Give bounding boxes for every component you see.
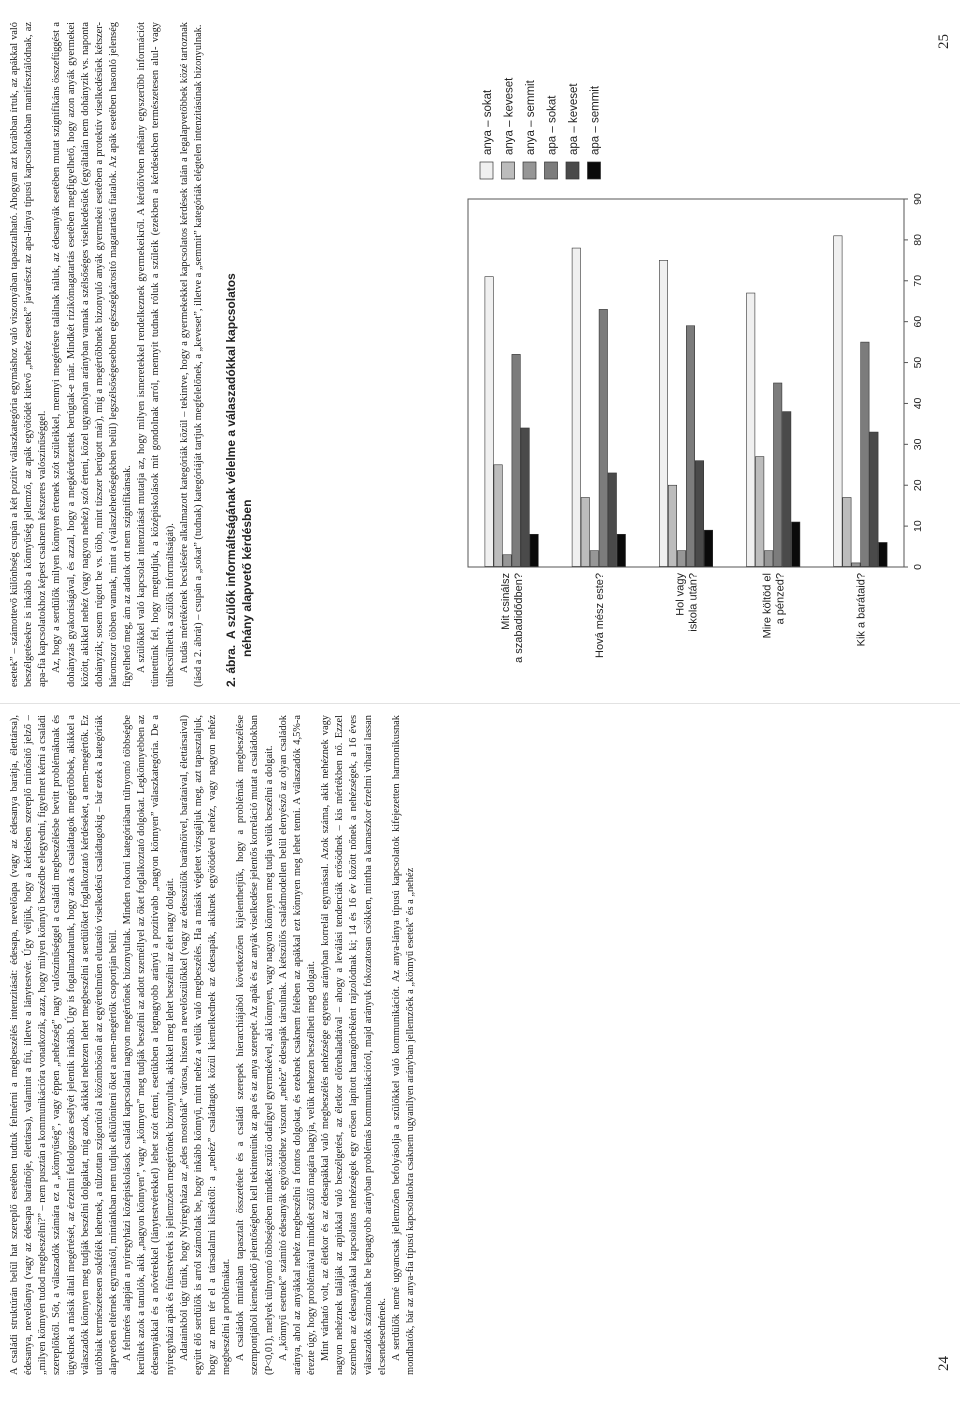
figure-chart	[460, 25, 930, 685]
page-number-right: 25	[936, 34, 952, 49]
left-page	[0, 703, 960, 1405]
bar	[530, 534, 538, 566]
left_page-paragraph: Mint várható volt, az életkor és az édesapákkal való megbeszélés nehézsége egyenes arányban korrelál egymással. Azok száma, akik nehéznek vagy nagyon nehéznek találják az apjukkal való beszélgetést, az életkor előrehaladtával – ahogy a leválási tendenciák erősödnek – kis mértékben nő. Ezzel szemben az édesanyákkal kapcsolatos nehézségek egy erősen lapított harangörbéként rajzolódnak ki; 14 és 16 év között nőnek a nehézségek, a 16 éves válaszadók számolnak be legnagyobb arányban problémás kommunikációról, majd arányuk fokozatosan csökken, mintha a kamaszkor érzelmi viharai lassan elcsendesednének.	[320, 715, 388, 1375]
legend-swatch	[502, 162, 515, 179]
left_page-paragraph: A felmérés alapján a nyíregyházi középiskolások családi kapcsolatai nagyon megértőnek bizonyultak. Minden rokoni kategóriában túlnyomó többségbe kerültek azok a tanulók, akik „nagyon könnyen”, vagy „könnyen” meg tudják beszélni az adott személlyel az őket foglalkoztató dolgokat. Legkönnyebben az édesanyákkal és a nővérekkel (lánytestvérekkel) lehet szót érteni, esetükben a legnagyobb arányú a pozitívabb „nagyon könnyen” válaszkategória. De a nyíregyházi apák és fiútestvérek is jellemzően megértőnek bizonyultak, akikkel meg lehet beszélni az élet nagy dolgait.	[122, 715, 176, 1375]
legend-label: anya – sokat	[482, 89, 494, 155]
legend-swatch	[523, 162, 536, 179]
left_page-paragraph: A családi struktúrán belül hat szereplő esetében tudtuk felmérni a megbeszélés intenzitását: édesapa, nevelőapa (vagy az édesanya barátja, élettársa), édesanya, nevelőanya (vagy az édesapa barátnője, élettársa), valamint a fiú, illetve a lánytestvér. Úgy véljük, hogy a kérdésben szereplő minősítő jelző – „milyen könnyen tudod megbeszélni?” – nem pusztán a kommunikációra vonatkozik, azaz, hogy milyen könnyű beszédbe elegyedni, figyelmet kérni a családi szereplőktől. Sőt, a válaszadók számára ez a „könnyűség”, vagy éppen „nehézség” nagy valószínűséggel a családi megbeszélésbe bevitt problémáknak és ügyeknek a másik általi megértését, az érzelmi feldolgozás esélyét jelentik inkább. Úgy is fogalmazhatunk, hogy azok a családtagok megértőbbek, akikkel a válaszadók könnyen meg tudják beszélni dolgaikat, míg azok, akikkel nehezen lehet megbeszélni a serdülőket foglalkoztató kérdéseket, a nem-megértők. Ez utóbbiak természetesen sokfélék lehetnek, a túlzottan szigorútól a közömbösön át az egyértelműen elutasító viselkedésű családtagokig – bár ezek a kategóriák alapvetően eltérnek egymástól, mintánkban nem tudjuk elkülöníteni őket a nem-megértők csoportján belül.	[9, 715, 119, 1375]
bar	[879, 542, 887, 566]
page-gutter	[0, 703, 960, 704]
bar	[834, 236, 842, 567]
legend-swatch	[480, 162, 493, 179]
bar	[494, 465, 502, 567]
bar	[704, 530, 712, 566]
legend-label: apa – keveset	[568, 83, 580, 155]
bar	[870, 432, 878, 566]
bar	[852, 563, 860, 567]
figure-number: 2. ábra.	[223, 644, 238, 687]
figure-title-line2: néhány alapvető kérdésben	[239, 499, 254, 657]
bar	[695, 461, 703, 567]
x-tick-label: 30	[912, 438, 924, 451]
x-tick-label: 60	[912, 315, 924, 328]
category-label: Hová mész este?	[593, 573, 606, 658]
bar	[843, 497, 851, 566]
left-page-text	[8, 715, 418, 1375]
x-tick-label: 50	[912, 356, 924, 369]
bar	[861, 342, 869, 566]
left_page-paragraph: Adatainkból úgy tűnik, hogy Nyíregyháza az „édes mostohák” városa, hiszen a nevelőszülőkkel (vagy az édesszülők barátnőivel, barátaival, élettársaival) együtt élő serdülők is arról számoltak be, hogy inkább könnyű, mint nehéz a velük való megbeszélés. Ha a másik végletet vizsgáljuk meg, azt tapasztaljuk, hogy az nem tér el a társadalmi kliséktől: a „nehéz” családtagok közül kiemelkednek az édesapák, akiknek egyötödével nehéz, vagy nagyon nehéz megbeszélni a problémákat.	[178, 715, 233, 1375]
x-tick-label: 10	[912, 520, 924, 532]
bar	[765, 551, 773, 567]
bar	[581, 497, 589, 566]
category-label: Hol vagyiskola után?	[674, 573, 700, 632]
right_page-paragraph: A szülőkkel való kapcsolat intenzitását mutatja az, hogy milyen ismeretekkel rendelkeznek gyermekeikről. A kérdőívben néhány egyszerűbb információt tüntettünk fel, hogy megtudjuk, a középiskolások mit gondolnak arról, mennyit tudnak róluk a szüleik (ezekben a kérdésekben természetesen alul- vagy túlbecsülhetik a szülők informáltságát).	[136, 22, 176, 687]
x-tick-label: 20	[912, 479, 924, 492]
bar	[677, 551, 685, 567]
left_page-paragraph: A „könnyű esetnek” számító édesanyák egyötödéhez viszont „nehéz” édesapák társulnak. A kétszülős családmodellen belül elenyésző az olyan családok aránya, ahol az anyákkal nehéz megbeszélni a fontos dolgokat, és ezeknek csaknem felében az apákkal ezt könnyen meg lehet tenni. A válaszadók 4,5%-a érezte úgy, hogy problémáival mindkét szülő magára hagyja, velük nehezen beszélheti meg dolgait.	[277, 715, 317, 1375]
bar	[485, 277, 493, 567]
left_page-paragraph: A családok mintában tapasztalt összetétele és a családi szerepek hierarchiájából következően kijelenthetjük, hogy a problémák megbeszélése szempontjából kiemelkedő jelentőségben kell tekintenünk az apa és az anya szerepét. Az apák és az anyák viselkedése jelentős korreláció mutat a családokban (P<0,01), melyek túlnyomó többségében mindkét szülő odafigyel gyermekével, aki könnyen, vagy nagyon könnyen meg tudja velük beszélni a dolgait.	[235, 715, 275, 1375]
bar	[783, 412, 791, 567]
legend-label: apa – sokat	[546, 95, 559, 155]
page-number-left: 24	[936, 1356, 952, 1371]
right-page-text	[8, 22, 255, 687]
category-label: Mit csinálsza szabadidődben?	[500, 573, 526, 663]
legend-label: anya – keveset	[503, 77, 516, 155]
legend-swatch	[588, 162, 601, 179]
bar	[659, 260, 667, 566]
bar	[608, 473, 616, 567]
category-label: Kik a barátaid?	[855, 573, 868, 647]
left_page-paragraph: A serdülők nemé ugyancsak jellemzően befolyásolja a szülőkkel való kommunikációt. Az anya-lánya típusú kapcsolatok kifejezetten harmonikusnak mondhatók, bár az anya-fia típusú kapcsolatokra csaknem ugyanilyen arányban jellemzőek a „könnyű esetek” és a „nehéz	[390, 715, 416, 1375]
x-tick-label: 40	[912, 397, 924, 410]
right_page-paragraph: esetek” – számottevő különbség csupán a két pozitív válaszkategória egymáshoz való viszonyában tapasztalható. Ahogyan azt korábban írtuk, az apákkal való beszélgetésekre is inkább a könnyűség jellemző, az apák egyötödét kitevő „nehéz esetek” javarészt az apa-lánya típusú kapcsolatokban manifesztálódnak, az apa-fia kapcsolatokhoz képest csaknem kétszeres valószínűséggel.	[9, 22, 49, 687]
bar	[503, 555, 511, 567]
bar	[572, 248, 580, 566]
figure-title: A szülők informáltságának vélelme a válaszadókkal kapcsolatos	[223, 273, 238, 639]
bar	[617, 534, 625, 566]
bar	[686, 326, 694, 567]
bar	[756, 457, 764, 567]
x-tick-label: 80	[912, 234, 924, 246]
legend-swatch	[566, 162, 579, 179]
figure-caption	[224, 22, 255, 687]
right_page-paragraph: Az, hogy a serdülők milyen könnyen értenek szót szüleikkel, mennyi megértésre találnak náluk, az édesanyák esetében mutat szignifikáns összefüggést a dohányzás gyakoriságával, és azzal, hogy a megkérdezettek berúgtak-e már. Mindkét rizikómagatartás esetében megfigyelhető, hogy azon anyák gyermekei között, akikkel nehéz (vagy nagyon nehéz) szót érteni, közel ugyanolyan arányban vannak a szélsőséges viselkedésűek (egyáltalán nem dohányzik vs. naponta dohányzik; sosem rúgott be vs. több, mint tízszer berúgott már), míg a megértőbbnek bizonyuló anyák gyermekei esetében a protektív viselkedésűek kétszer-háromszor többen vannak, mint a (válaszlehetőségekben belül) legszélsőségesebben egészségkárosító magatartású fiatalok. Az apák esetében hasonló jelenség figyelhető meg, ám az adatok ott nem szignifikánsak.	[51, 22, 134, 687]
bar	[590, 551, 598, 567]
right-page-paragraphs	[8, 22, 206, 687]
bar	[792, 522, 800, 566]
x-tick-label: 70	[912, 274, 924, 287]
legend-swatch	[545, 162, 558, 179]
bar	[774, 383, 782, 567]
bar	[521, 428, 529, 567]
bar	[599, 309, 607, 566]
bar	[512, 354, 520, 566]
x-tick-label: 0	[912, 564, 924, 570]
bar	[668, 485, 676, 566]
bar-chart	[460, 25, 930, 685]
bar	[747, 293, 755, 566]
right_page-paragraph: A tudás mértékének becslésére alkalmazott kategóriák közül – tekintve, hogy a gyermekekkel kapcsolatos kérdések talán a legalapvetőbbek közé tartoznak (lásd a 2. ábrát) – csupán a „sokat” (tudnak) kategóriáját tartjuk megfelelőnek, a „keveset”, illetve a „semmit” kategóriák elégtelen intenzitásúnak bizonyulnak.	[178, 22, 204, 687]
x-tick-label: 90	[912, 193, 924, 205]
legend-label: apa – semmit	[589, 85, 602, 155]
legend-label: anya – semmit	[525, 80, 537, 155]
category-label: Mire költöd ela pénzed?	[761, 573, 787, 639]
